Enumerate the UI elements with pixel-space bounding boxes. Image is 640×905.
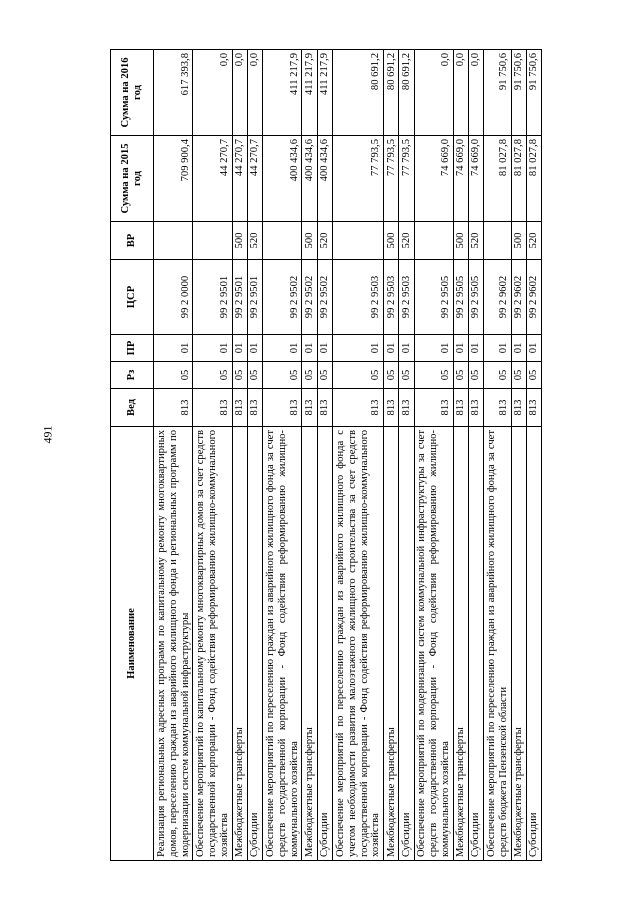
row-ved: 813 xyxy=(511,389,526,427)
row-name: Обеспечение мероприятий по переселению граждан из аварийного жилищного фонда с учетом необходимости развития малоэтажного жилищного строительства за счет средств государственной корпорации - Фонд содействия реформированию жилищно-коммунального хозяйства xyxy=(332,427,383,861)
row-ved: 813 xyxy=(193,389,232,427)
row-name: Реализация региональных адресных программ по капитальному ремонту многоквартирных домов, переселению граждан из аварийного жилищного фонда и региональных программ по модернизации систем коммунальной инфраструктуры xyxy=(154,427,193,861)
row-vr: 520 xyxy=(526,222,541,260)
table-row xyxy=(469,50,484,861)
row-ved: 813 xyxy=(453,389,468,427)
row-vr: 520 xyxy=(317,222,332,260)
row-sum-2015: 74 669,0 xyxy=(453,136,468,222)
row-rz: 05 xyxy=(469,362,484,389)
row-pr: 01 xyxy=(193,335,232,362)
row-sum-2016: 617 393,8 xyxy=(154,50,193,136)
table-row xyxy=(317,50,332,861)
table-row xyxy=(232,50,247,861)
row-ved: 813 xyxy=(399,389,414,427)
row-name: Субсидии xyxy=(526,427,541,861)
table-row xyxy=(332,50,383,861)
row-vr xyxy=(193,222,232,260)
table-header-row xyxy=(111,50,154,861)
row-rz: 05 xyxy=(384,362,399,389)
row-ved: 813 xyxy=(332,389,383,427)
row-pr: 01 xyxy=(511,335,526,362)
row-ved: 813 xyxy=(247,389,262,427)
row-sum-2015: 81 027,8 xyxy=(511,136,526,222)
rotated-page-content xyxy=(110,50,542,861)
row-rz: 05 xyxy=(302,362,317,389)
row-vr: 520 xyxy=(399,222,414,260)
row-sum-2015: 400 434,6 xyxy=(263,136,302,222)
row-sum-2016: 91 750,6 xyxy=(511,50,526,136)
row-vr: 500 xyxy=(453,222,468,260)
row-pr: 01 xyxy=(414,335,453,362)
row-ved: 813 xyxy=(154,389,193,427)
row-sum-2015: 400 434,6 xyxy=(317,136,332,222)
table-row xyxy=(302,50,317,861)
row-csr: 99 2 9505 xyxy=(469,260,484,335)
row-ved: 813 xyxy=(263,389,302,427)
row-ved: 813 xyxy=(384,389,399,427)
row-csr: 99 2 9502 xyxy=(302,260,317,335)
row-rz: 05 xyxy=(453,362,468,389)
row-name: Межбюджетные трансферты xyxy=(232,427,247,861)
row-rz: 05 xyxy=(332,362,383,389)
row-rz: 05 xyxy=(193,362,232,389)
table-row xyxy=(247,50,262,861)
row-csr: 99 2 9602 xyxy=(526,260,541,335)
table-row xyxy=(511,50,526,861)
header-sum-2015: Сумма на 2015 год xyxy=(111,136,154,222)
page-number: 491 xyxy=(40,425,55,444)
table-row xyxy=(414,50,453,861)
header-csr: ЦСР xyxy=(111,260,154,335)
row-sum-2016: 80 691,2 xyxy=(384,50,399,136)
row-vr xyxy=(263,222,302,260)
header-vr: ВР xyxy=(111,222,154,260)
row-csr: 99 2 9505 xyxy=(453,260,468,335)
row-csr: 99 2 9602 xyxy=(484,260,511,335)
row-name: Межбюджетные трансферты xyxy=(384,427,399,861)
row-sum-2015: 81 027,8 xyxy=(526,136,541,222)
row-csr: 99 2 0000 xyxy=(154,260,193,335)
row-name: Обеспечение мероприятий по капитальному ремонту многоквартирных домов за счет средств государственной корпорации - Фонд содействия реформированию жилищно-коммунального хозяйства xyxy=(193,427,232,861)
row-ved: 813 xyxy=(317,389,332,427)
row-sum-2016: 80 691,2 xyxy=(399,50,414,136)
row-sum-2016: 0,0 xyxy=(453,50,468,136)
row-pr: 01 xyxy=(302,335,317,362)
row-ved: 813 xyxy=(302,389,317,427)
row-sum-2016: 0,0 xyxy=(247,50,262,136)
row-pr: 01 xyxy=(453,335,468,362)
row-sum-2016: 0,0 xyxy=(232,50,247,136)
row-rz: 05 xyxy=(232,362,247,389)
table-row xyxy=(193,50,232,861)
row-pr: 01 xyxy=(399,335,414,362)
row-rz: 05 xyxy=(484,362,511,389)
row-rz: 05 xyxy=(414,362,453,389)
table-row xyxy=(484,50,511,861)
row-csr: 99 2 9502 xyxy=(317,260,332,335)
row-rz: 05 xyxy=(317,362,332,389)
row-name: Межбюджетные трансферты xyxy=(302,427,317,861)
row-sum-2016: 80 691,2 xyxy=(332,50,383,136)
row-pr: 01 xyxy=(232,335,247,362)
row-name: Субсидии xyxy=(317,427,332,861)
row-sum-2016: 0,0 xyxy=(414,50,453,136)
row-sum-2015: 81 027,8 xyxy=(484,136,511,222)
row-name: Обеспечение мероприятий по переселению граждан из аварийного жилищного фонда за счет средств бюджета Пензенской области xyxy=(484,427,511,861)
row-ved: 813 xyxy=(469,389,484,427)
header-ved: Вед xyxy=(111,389,154,427)
row-sum-2015: 74 669,0 xyxy=(414,136,453,222)
row-vr xyxy=(154,222,193,260)
row-vr: 520 xyxy=(469,222,484,260)
row-csr: 99 2 9501 xyxy=(193,260,232,335)
row-ved: 813 xyxy=(232,389,247,427)
row-sum-2015: 400 434,6 xyxy=(302,136,317,222)
row-csr: 99 2 9501 xyxy=(232,260,247,335)
row-pr: 01 xyxy=(484,335,511,362)
row-rz: 05 xyxy=(399,362,414,389)
row-rz: 05 xyxy=(511,362,526,389)
row-sum-2015: 77 793,5 xyxy=(399,136,414,222)
row-csr: 99 2 9501 xyxy=(247,260,262,335)
row-name: Межбюджетные трансферты xyxy=(453,427,468,861)
table-row xyxy=(399,50,414,861)
row-vr xyxy=(414,222,453,260)
row-pr: 01 xyxy=(469,335,484,362)
row-sum-2016: 411 217,9 xyxy=(263,50,302,136)
row-name: Обеспечение мероприятий по модернизации систем коммунальной инфраструктуры за счет средств государственной корпорации - Фонд содействия реформированию жилищно-коммунального хозяйства xyxy=(414,427,453,861)
row-rz: 05 xyxy=(526,362,541,389)
row-sum-2016: 91 750,6 xyxy=(526,50,541,136)
row-csr: 99 2 9502 xyxy=(263,260,302,335)
row-vr: 520 xyxy=(247,222,262,260)
row-sum-2016: 0,0 xyxy=(193,50,232,136)
row-vr: 500 xyxy=(232,222,247,260)
row-sum-2015: 74 669,0 xyxy=(469,136,484,222)
row-name: Субсидии xyxy=(469,427,484,861)
table-row xyxy=(263,50,302,861)
table-row xyxy=(154,50,193,861)
row-ved: 813 xyxy=(414,389,453,427)
row-name: Субсидии xyxy=(247,427,262,861)
row-pr: 01 xyxy=(317,335,332,362)
row-sum-2015: 709 900,4 xyxy=(154,136,193,222)
row-sum-2016: 0,0 xyxy=(469,50,484,136)
row-pr: 01 xyxy=(384,335,399,362)
header-name: Наименование xyxy=(111,427,154,861)
row-pr: 01 xyxy=(526,335,541,362)
row-sum-2015: 44 270,7 xyxy=(193,136,232,222)
row-pr: 01 xyxy=(263,335,302,362)
row-sum-2015: 44 270,7 xyxy=(232,136,247,222)
row-pr: 01 xyxy=(332,335,383,362)
header-rz: Рз xyxy=(111,362,154,389)
table-row xyxy=(526,50,541,861)
row-csr: 99 2 9602 xyxy=(511,260,526,335)
row-sum-2015: 77 793,5 xyxy=(384,136,399,222)
table-row xyxy=(384,50,399,861)
header-sum-2016: Сумма на 2016 год xyxy=(111,50,154,136)
row-sum-2016: 411 217,9 xyxy=(317,50,332,136)
row-vr: 500 xyxy=(511,222,526,260)
row-vr: 500 xyxy=(302,222,317,260)
row-csr: 99 2 9503 xyxy=(384,260,399,335)
row-csr: 99 2 9505 xyxy=(414,260,453,335)
row-rz: 05 xyxy=(247,362,262,389)
row-pr: 01 xyxy=(247,335,262,362)
row-sum-2016: 411 217,9 xyxy=(302,50,317,136)
row-rz: 05 xyxy=(154,362,193,389)
row-vr xyxy=(484,222,511,260)
row-ved: 813 xyxy=(526,389,541,427)
header-pr: ПР xyxy=(111,335,154,362)
row-vr xyxy=(332,222,383,260)
row-name: Межбюджетные трансферты xyxy=(511,427,526,861)
row-rz: 05 xyxy=(263,362,302,389)
table-row xyxy=(453,50,468,861)
budget-table xyxy=(110,49,542,861)
row-csr: 99 2 9503 xyxy=(399,260,414,335)
row-csr: 99 2 9503 xyxy=(332,260,383,335)
row-sum-2016: 91 750,6 xyxy=(484,50,511,136)
row-ved: 813 xyxy=(484,389,511,427)
row-vr: 500 xyxy=(384,222,399,260)
row-sum-2015: 44 270,7 xyxy=(247,136,262,222)
row-name: Обеспечение мероприятий по переселению граждан из аварийного жилищного фонда за счет средств государственной корпорации - Фонд содействия реформированию жилищно-коммунального хозяйства xyxy=(263,427,302,861)
row-name: Субсидии xyxy=(399,427,414,861)
row-pr: 01 xyxy=(154,335,193,362)
row-sum-2015: 77 793,5 xyxy=(332,136,383,222)
